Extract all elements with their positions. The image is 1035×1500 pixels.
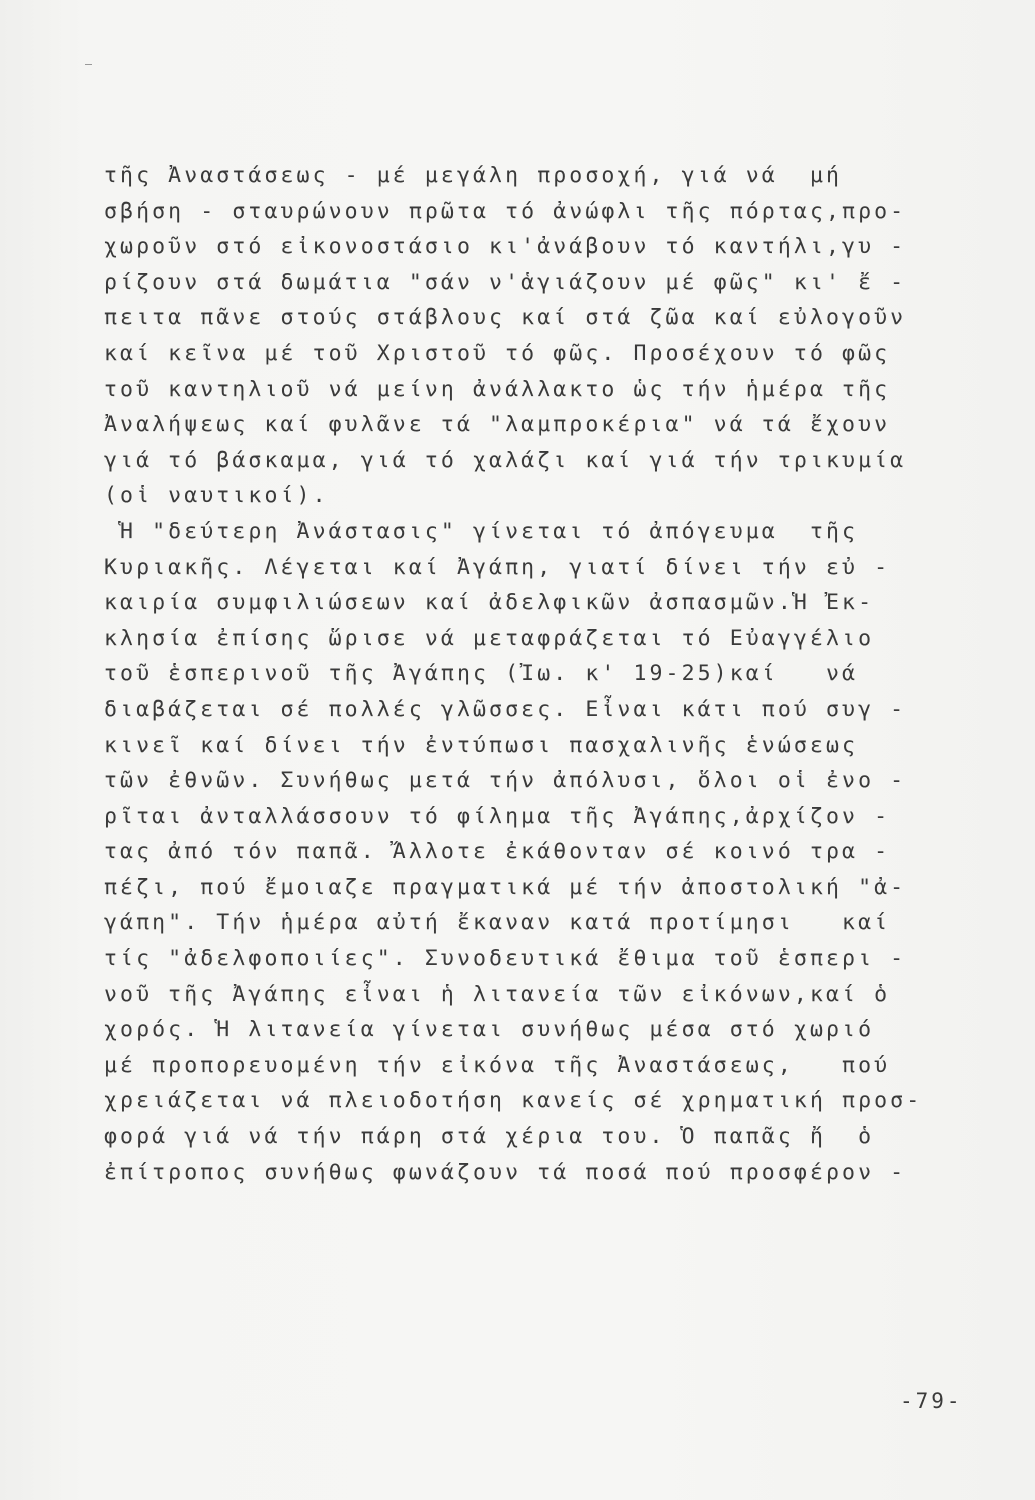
page-number: -79- xyxy=(900,1389,963,1413)
text-line: ρίζουν στά δωμάτια "σάν ν'ἁγιάζουν μέ φῶς" κι' ἔ - xyxy=(104,269,907,295)
body-text xyxy=(104,158,954,1190)
text-line: τοῦ ἑσπερινοῦ τῆς Ἀγάπης (Ἰω. κ' 19-25)καί νά xyxy=(104,661,859,687)
text-line: πέζι, πού ἔμοιαζε πραγματικά μέ τήν ἀποστολική "ἀ- xyxy=(104,874,907,900)
text-line: πειτα πᾶνε στούς στάβλους καί στά ζῶα καί εὐλογοῦν xyxy=(104,305,907,331)
text-line: Ἡ "δεύτερη Ἀνάστασις" γίνεται τό ἀπόγευμα τῆς xyxy=(104,518,859,544)
text-line: τας ἀπό τόν παπᾶ. Ἄλλοτε ἐκάθονταν σέ κοινό τρα - xyxy=(104,839,891,865)
text-line: σβήση - σταυρώνουν πρῶτα τό ἀνώφλι τῆς πόρτας,προ- xyxy=(104,198,907,224)
text-line: χωροῦν στό εἰκονοστάσιο κι'ἀνάβουν τό καντήλι,γυ - xyxy=(104,234,907,260)
text-line: γάπη". Τήν ἡμέρα αὐτή ἔκαναν κατά προτίμησι καί xyxy=(104,910,891,936)
text-line: τῶν ἐθνῶν. Συνήθως μετά τήν ἀπόλυσι, ὅλοι οἱ ἐνο - xyxy=(104,768,907,794)
text-line: καιρία συμφιλιώσεων καί ἀδελφικῶν ἀσπασμῶν.Ἡ Ἐκ- xyxy=(104,590,875,616)
text-line: διαβάζεται σέ πολλές γλῶσσες. Εἶναι κάτι πού συγ - xyxy=(104,696,907,722)
text-line: Ἀναλήψεως καί φυλᾶνε τά "λαμπροκέρια" νά τά ἔχουν xyxy=(104,412,891,438)
text-line: καί κεῖνα μέ τοῦ Χριστοῦ τό φῶς. Προσέχουν τό φῶς xyxy=(104,340,891,366)
text-line: ρῖται ἀνταλλάσσουν τό φίλημα τῆς Ἀγάπης,ἀρχίζον - xyxy=(104,803,891,829)
text-line: μέ προπορευομένη τήν εἰκόνα τῆς Ἀναστάσεως, πού xyxy=(104,1052,891,1078)
text-line: κλησία ἐπίσης ὥρισε νά μεταφράζεται τό Εὐαγγέλιο xyxy=(104,625,875,651)
margin-mark xyxy=(85,64,92,65)
text-line: νοῦ τῆς Ἀγάπης εἶναι ἡ λιτανεία τῶν εἰκόνων,καί ὁ xyxy=(104,981,891,1007)
text-line: φορά γιά νά τήν πάρη στά χέρια του. Ὁ παπᾶς ἤ ὁ xyxy=(104,1124,875,1150)
text-line: τίς "ἀδελφοποιίες". Συνοδευτικά ἔθιμα τοῦ ἑσπερι - xyxy=(104,946,907,972)
text-line: Κυριακῆς. Λέγεται καί Ἀγάπη, γιατί δίνει τήν εὐ - xyxy=(104,554,891,580)
text-line: κινεῖ καί δίνει τήν ἐντύπωσι πασχαλινῆς ἑνώσεως xyxy=(104,732,859,758)
text-line: χρειάζεται νά πλειοδοτήση κανείς σέ χρηματική προσ- xyxy=(104,1088,923,1114)
text-line: ἐπίτροπος συνήθως φωνάζουν τά ποσά πού προσφέρον - xyxy=(104,1159,907,1185)
text-line: γιά τό βάσκαμα, γιά τό χαλάζι καί γιά τήν τρικυμία xyxy=(104,447,907,473)
text-line: τοῦ καντηλιοῦ νά μείνη ἀνάλλακτο ὡς τήν ἡμέρα τῆς xyxy=(104,376,891,402)
text-line: (οἱ ναυτικοί). xyxy=(104,483,329,509)
text-line: χορός. Ἡ λιτανεία γίνεται συνήθως μέσα στό χωριό xyxy=(104,1017,875,1043)
text-line: τῆς Ἀναστάσεως - μέ μεγάλη προσοχή, γιά νά μή xyxy=(104,163,843,188)
